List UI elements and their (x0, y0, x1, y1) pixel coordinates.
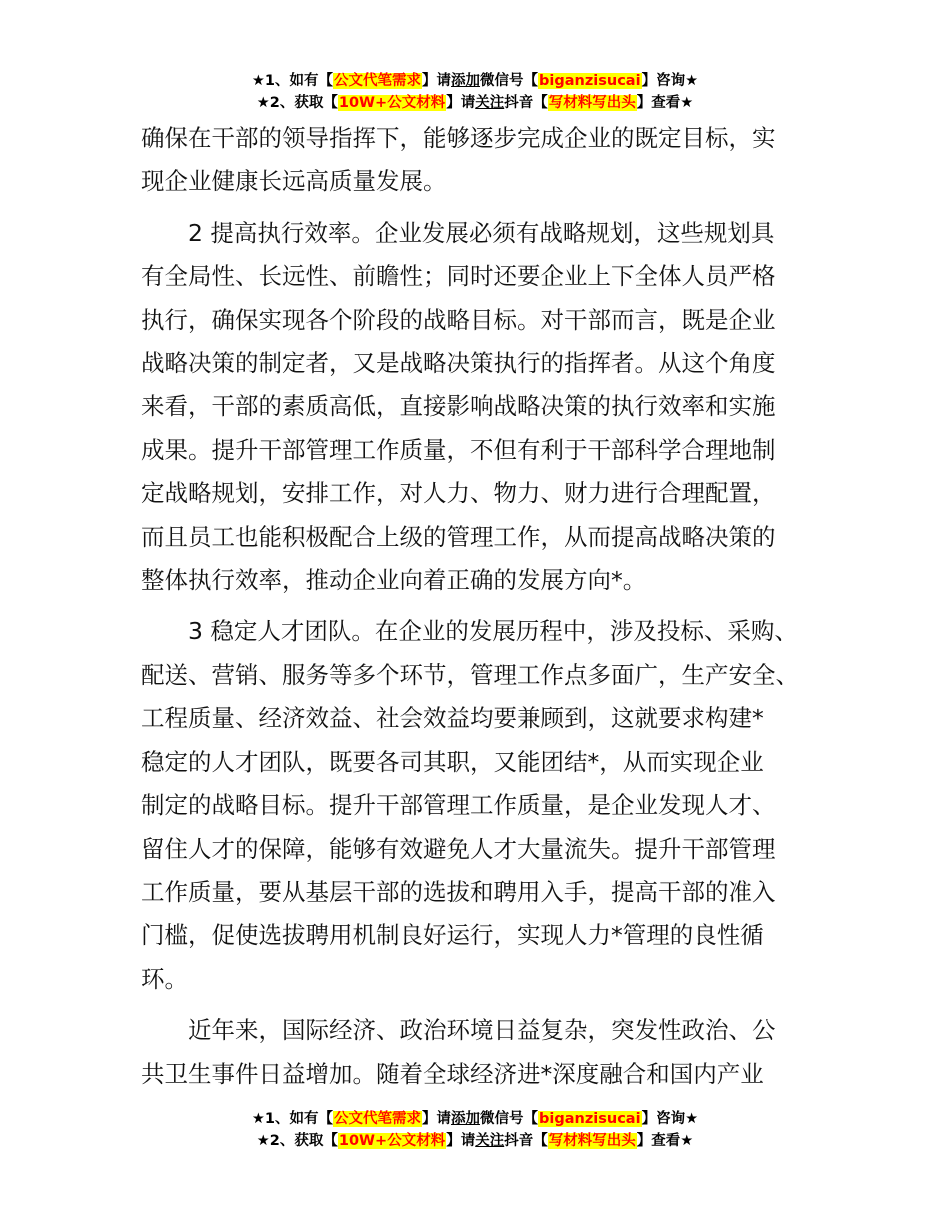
banner-text: 】咨询★ (641, 73, 699, 89)
text-line: 门槛，促使选拔聘用机制良好运行，实现人力*管理的良性循 (141, 921, 764, 950)
paragraph-3 (141, 610, 821, 1001)
banner-underlined: 添加 (451, 1111, 481, 1127)
text-line: 工作质量，要从基层干部的选拔和聘用入手，提高干部的准入 (141, 877, 776, 906)
text-line: 环。 (141, 964, 188, 993)
banner-text: 】查看★ (636, 95, 694, 111)
banner-text: 抖音【 (504, 95, 548, 111)
text-line: 定战略规划，安排工作，对人力、物力、财力进行合理配置， (141, 479, 776, 508)
text-line: 整体执行效率，推动企业向着正确的发展方向*。 (141, 566, 647, 595)
banner-text: 】请 (422, 1111, 452, 1127)
highlight-materials: 10W+公文材料 (338, 95, 446, 111)
banner-text: 】咨询★ (641, 1111, 699, 1127)
banner-text: 】查看★ (636, 1133, 694, 1149)
banner-text: 】请 (446, 1133, 476, 1149)
banner-line-2 (0, 1130, 950, 1152)
banner-underlined: 关注 (475, 1133, 505, 1149)
banner-text: ★1、如有【 (251, 1111, 334, 1127)
text-line: 有全局性、长远性、前瞻性；同时还要企业上下全体人员严格 (141, 262, 776, 291)
text-line: 来看，干部的素质高低，直接影响战略决策的执行效率和实施 (141, 392, 776, 421)
banner-text: 微信号【 (480, 73, 539, 89)
banner-text: 】请 (422, 73, 452, 89)
banner-text: 】请 (446, 95, 476, 111)
text-line: 确保在干部的领导指挥下，能够逐步完成企业的既定目标，实 (141, 124, 776, 152)
banner-line-1 (0, 70, 950, 92)
text-line: 2 提高执行效率。企业发展必须有战略规划，这些规划具 (188, 218, 775, 247)
banner-text: ★1、如有【 (251, 73, 334, 89)
banner-line-1 (0, 1108, 950, 1130)
text-line: 战略决策的制定者，又是战略决策执行的指挥者。从这个角度 (141, 349, 776, 378)
highlight-douyin-account: 写材料写出头 (548, 1133, 636, 1149)
banner-underlined: 添加 (451, 73, 481, 89)
text-line: 成果。提升干部管理工作质量，不但有利于干部科学合理地制 (141, 435, 776, 464)
banner-line-2 (0, 92, 950, 114)
banner-text: ★2、获取【 (256, 95, 338, 111)
text-line: 而且员工也能积极配合上级的管理工作，从而提高战略决策的 (141, 522, 776, 551)
footer-banner (0, 1108, 950, 1152)
text-line: 工程质量、经济效益、社会效益均要兼顾到，这就要求构建* (141, 704, 764, 733)
header-banner (0, 70, 950, 114)
highlight-materials: 10W+公文材料 (338, 1133, 446, 1149)
text-line: 配送、营销、服务等多个环节，管理工作点多面广，生产安全、 (141, 660, 799, 689)
banner-text: 抖音【 (504, 1133, 548, 1149)
text-line: 3 稳定人才团队。在企业的发展历程中，涉及投标、采购、 (188, 617, 798, 646)
text-line: 留住人才的保障，能够有效避免人才大量流失。提升干部管理 (141, 834, 776, 863)
text-line: 现企业健康长远高质量发展。 (141, 167, 447, 196)
highlight-wechat-id: biganzisucai (539, 1111, 641, 1127)
paragraph-2 (141, 212, 821, 603)
paragraph-4 (141, 1009, 821, 1096)
text-line: 共卫生事件日益增加。随着全球经济进*深度融合和国内产业 (141, 1059, 764, 1088)
text-line: 稳定的人才团队，既要各司其职，又能团结*，从而实现企业 (141, 747, 764, 776)
banner-underlined: 关注 (475, 95, 505, 111)
text-line: 执行，确保实现各个阶段的战略目标。对干部而言，既是企业 (141, 305, 776, 334)
text-line: 制定的战略目标。提升干部管理工作质量，是企业发现人才、 (141, 791, 776, 820)
paragraph-1 (141, 117, 821, 204)
banner-text: ★2、获取【 (256, 1133, 338, 1149)
banner-text: 微信号【 (480, 1111, 539, 1127)
highlight-douyin-account: 写材料写出头 (548, 95, 636, 111)
highlight-service: 公文代笔需求 (334, 1111, 422, 1127)
text-line: 近年来，国际经济、政治环境日益复杂，突发性政治、公 (188, 1016, 776, 1045)
highlight-wechat-id: biganzisucai (539, 73, 641, 89)
highlight-service: 公文代笔需求 (334, 73, 422, 89)
body-text (141, 117, 821, 1096)
